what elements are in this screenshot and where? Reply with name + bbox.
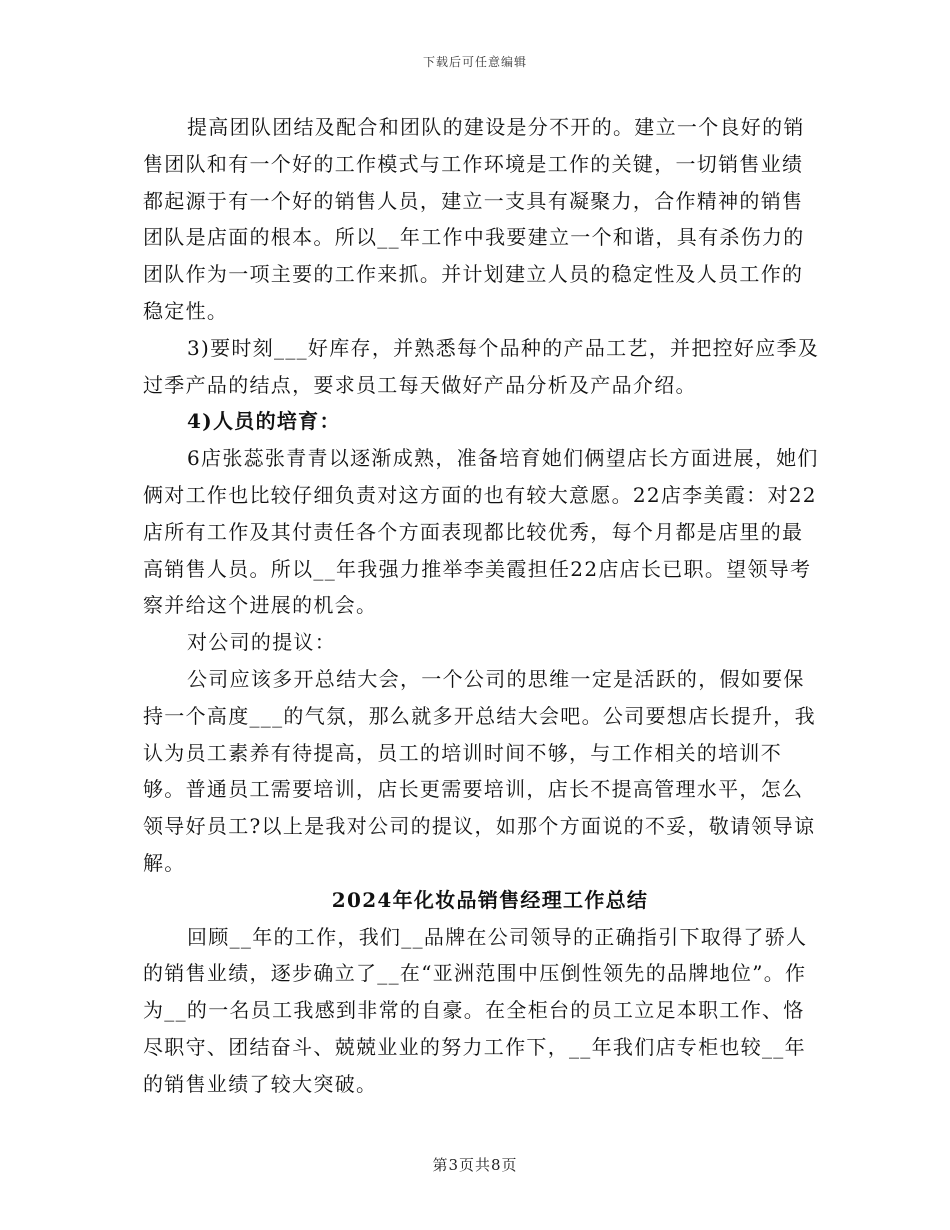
paragraph-review: 回顾__年的工作，我们__品牌在公司领导的正确指引下取得了骄人的销售业绩，逐步确立了__在“亚洲范围中压倒性领先的品牌地位”。作为__的一名员工我感到非常的自豪。在全柜台的员工立足本职工作、恪尽职守、团结奋斗、兢兢业业的努力工作下，__年我们店专柜也较__年的销售业绩了较大突破。: [143, 924, 808, 1096]
page-header: 下载后可任意编辑: [422, 55, 527, 69]
paragraph-staff-training: 6店张蕊张青青以逐渐成熟，准备培育她们俩望店长方面进展，她们俩对工作也比较仔细负责对这方面的也有较大意愿。22店李美霞：对22店所有工作及其付责任各个方面表现都比较优秀，每个月都是店里的最高销售人员。所以__年我强力推举李美霞担任22店店长已职。望领导考察并给这个进展的机会。: [143, 446, 819, 618]
heading-company-suggestions: 对公司的提议：: [187, 630, 337, 655]
paragraph-inventory: 3)要时刻___好库存，并熟悉每个品种的产品工艺，并把控好应季及过季产品的结点，要求员工每天做好产品分析及产品介绍。: [143, 335, 820, 397]
document-body: [143, 109, 823, 1103]
page-footer: 第3页共8页: [432, 1156, 518, 1174]
paragraph-team-building: 提高团队团结及配合和团队的建设是分不开的。建立一个良好的销售团队和有一个好的工作模式与工作环境是工作的关键，一切销售业绩都起源于有一个好的销售人员，建立一支具有凝聚力，合作精神的销售团队是店面的根本。所以__年工作中我要建立一个和谐，具有杀伤力的团队作为一项主要的工作来抓。并计划建立人员的稳定性及人员工作的稳定性。: [143, 115, 805, 323]
paragraph-company-suggestions: 公司应该多开总结大会，一个公司的思维一定是活跃的，假如要保持一个高度___的气氛，那么就多开总结大会吧。公司要想店长提升，我认为员工素养有待提高，员工的培训时间不够，与工作相关的培训不够。普通员工需要培训，店长更需要培训，店长不提高管理水平，怎么领导好员工?以上是我对公司的提议，如那个方面说的不妥，敬请领导谅解。: [143, 666, 816, 875]
heading-staff-training: 4)人员的培育：: [187, 409, 341, 434]
section-title: 2024年化妆品销售经理工作总结: [331, 887, 649, 912]
